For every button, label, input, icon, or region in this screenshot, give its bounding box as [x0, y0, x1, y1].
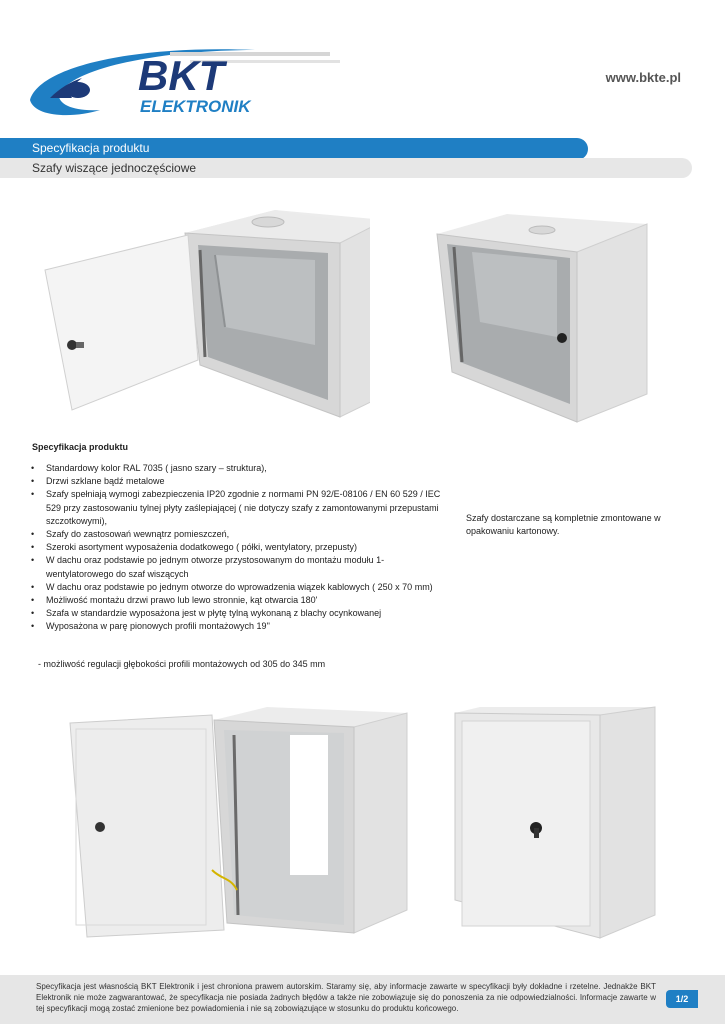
spec-list [28, 462, 448, 634]
cabinet-image-closed [450, 705, 665, 950]
list-item: • Wyposażona w parę pionowych profili montażowych 19'' [28, 620, 448, 633]
list-item: • Szafy spełniają wymogi zabezpieczenia IP20 zgodnie z normami PN 92/E-08106 / EN 60 529 / IEC 529 przy zastosowaniu tylnej płyty zaślepiającej ( nie dotyczy szafy z zamontowanymi przepustami szczotkowymi), [28, 488, 448, 528]
list-item: • W dachu oraz podstawie po jednym otworze przystosowanym do montażu modułu 1-wentylatorowego do szaf wiszących [28, 554, 448, 580]
cabinet-image-open-door [40, 205, 370, 430]
list-item: • Szeroki asortyment wyposażenia dodatkowego ( półki, wentylatory, przepusty) [28, 541, 448, 554]
product-title: Szafy wiszące jednoczęściowe [32, 161, 197, 175]
section-title: Specyfikacja produktu [32, 141, 150, 155]
list-item: • Możliwość montażu drzwi prawo lub lewo stronnie, kąt otwarcia 180' [28, 594, 448, 607]
spec-heading: Specyfikacja produktu [32, 442, 129, 452]
page-number-badge: 1/2 [666, 990, 698, 1008]
cabinet-image-no-door [432, 212, 657, 432]
list-item: • Drzwi szklane bądź metalowe [28, 475, 448, 488]
company-logo [20, 30, 350, 130]
footer-disclaimer: Specyfikacja jest własnością BKT Elektronik i jest chroniona prawem autorskim. Staramy się, aby informacje zawarte w specyfikacji były dokładne i rzetelne. Jednakże BKT Elektronik nie może zagwarantować, że specyfikacja nie posiada żadnych błędów a także nie zobowiązuje się do ponoszenia za nie odpowiedzialności. Informacje zawarte w tej specyfikacji mogą zostać zmienione bez powiadomienia i nie są zobowiązujące w stosunku do produktu końcowego. [36, 982, 656, 1014]
logo-main-text: BKT [138, 52, 225, 99]
list-item: • Szafa w standardzie wyposażona jest w płytę tylną wykonaną z blachy ocynkowanej [28, 607, 448, 620]
cabinet-image-metal-door-open [62, 705, 412, 950]
list-item: • W dachu oraz podstawie po jednym otworze do wprowadzenia wiązek kablowych ( 250 x 70 mm) [28, 581, 448, 594]
list-item: • Szafy do zastosowań wewnątrz pomieszczeń, [28, 528, 448, 541]
list-item: • Standardowy kolor RAL 7035 ( jasno szary – struktura), [28, 462, 448, 475]
website-url[interactable]: www.bkte.pl [605, 70, 681, 85]
spec-sub-item: - możliwość regulacji głębokości profili montażowych od 305 do 345 mm [38, 659, 326, 669]
logo-sub-text: ELEKTRONIK [140, 97, 251, 116]
delivery-note: Szafy dostarczane są kompletnie zmontowane w opakowaniu kartonowy. [466, 513, 661, 536]
